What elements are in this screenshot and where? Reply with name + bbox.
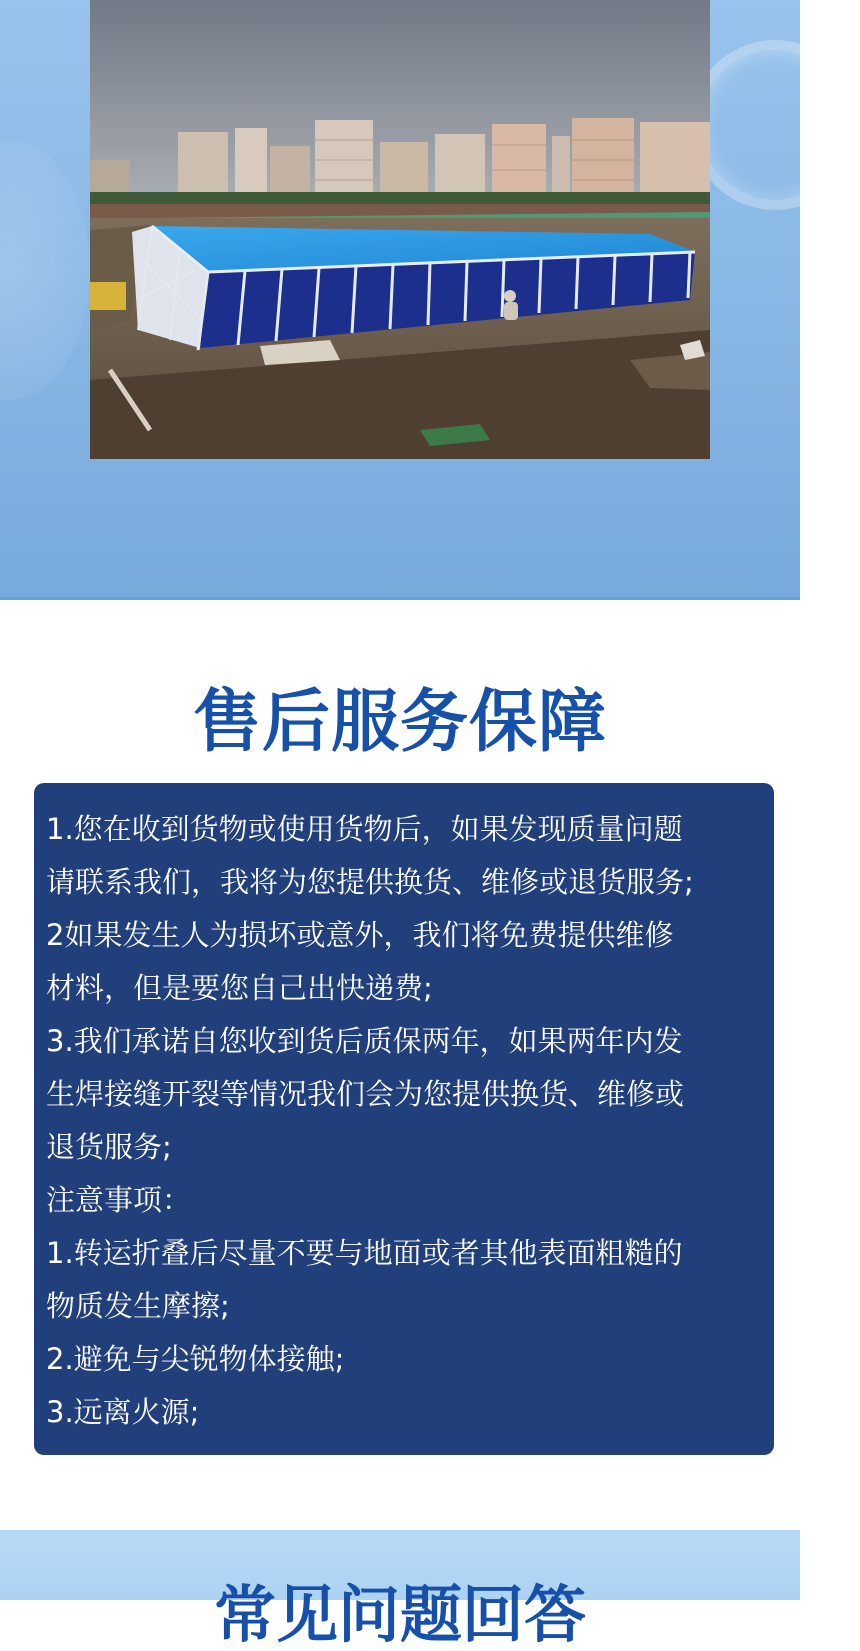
service-line: 请联系我们，我将为您提供换货、维修或退货服务; [46, 865, 694, 899]
service-line: 生焊接缝开裂等情况我们会为您提供换货、维修或 [46, 1077, 685, 1111]
notice-line: 物质发生摩擦; [46, 1289, 230, 1323]
service-line: 退货服务; [46, 1130, 172, 1164]
band-divider [0, 597, 800, 600]
product-photo-band [0, 0, 800, 600]
notice-line: 1.转运折叠后尽量不要与地面或者其他表面粗糙的 [46, 1236, 683, 1270]
service-line: 材料，但是要您自己出快递费; [46, 971, 433, 1005]
section-title-after-sales: 售后服务保障 [192, 683, 607, 762]
product-photo [90, 0, 710, 459]
notice-line: 2.避免与尖锐物体接触; [46, 1342, 345, 1376]
after-sales-card [34, 783, 774, 1455]
service-line: 2如果发生人为损坏或意外，我们将免费提供维修 [46, 918, 674, 952]
service-line: 3.我们承诺自您收到货后质保两年，如果两年内发 [46, 1024, 683, 1058]
section-title-faq: 常见问题回答 [213, 1578, 586, 1651]
decorative-glow [0, 140, 90, 400]
faq-section-band [0, 1530, 800, 1651]
decorative-ring [690, 40, 860, 210]
notice-line: 3.远离火源; [46, 1395, 200, 1429]
notice-heading: 注意事项： [46, 1183, 192, 1217]
service-line: 1.您在收到货物或使用货物后，如果发现质量问题 [46, 812, 683, 846]
